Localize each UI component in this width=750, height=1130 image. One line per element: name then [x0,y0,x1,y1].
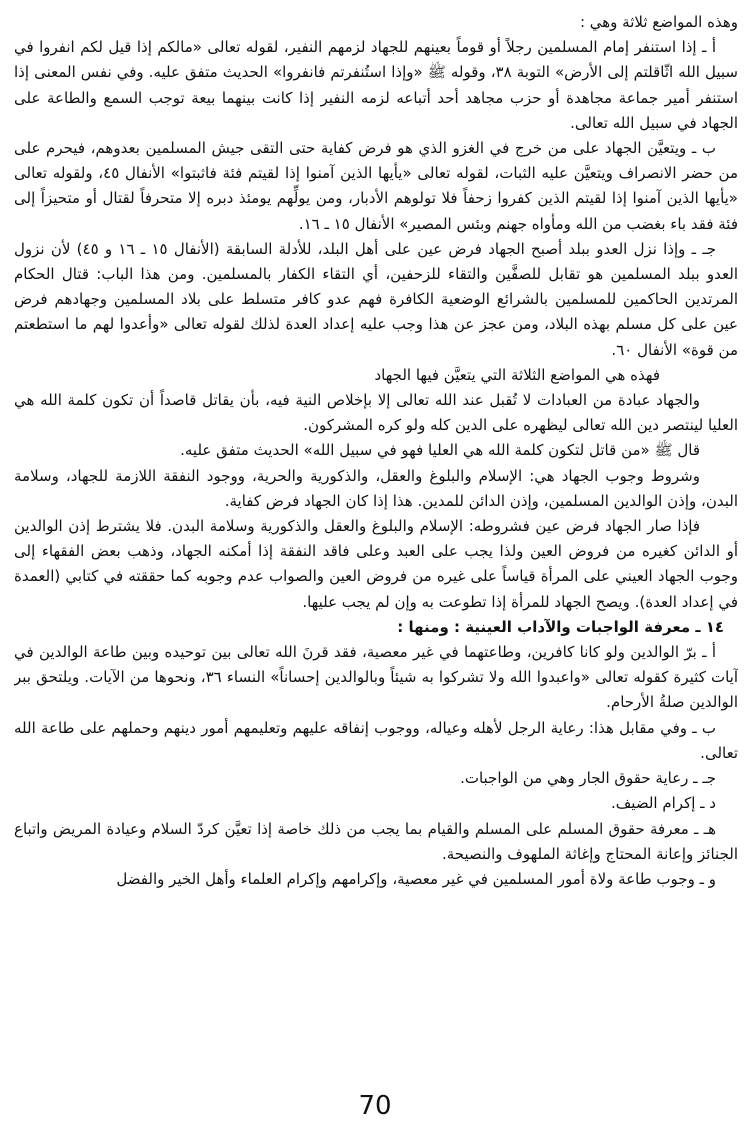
fard-ayn-paragraph: فإذا صار الجهاد فرض عين فشروطه: الإسلام والبلوغ والعقل والذكورية وسلامة البدن. فلا يشترط إذن الوالدين أو الدائن كغيره من فروض العين ولذا يجب على العبد وعلى فاقد النفقة إذا أمكنه الجهاد، وذهب بعض الفقهاء إلى وجوب الجهاد العيني على المرأة قياساً على غيره من فروض العين والصواب عدم وجوبه كما حققته في كتابي (العمدة في إعداد العدة). ويصح الجهاد للمرأة إذا تطوعت به وإن لم يجب عليها. [14,517,738,611]
list-item-obedience: و ـ وجوب طاعة ولاة أمور المسلمين في غير معصية، وإكرامهم وإكرام العلماء وأهل الخير والفضل [116,869,716,888]
list-item-neighbor: جـ ـ رعاية حقوق الجار وهي من الواجبات. [460,769,716,788]
page-number: 70 [358,1091,392,1121]
list-item-family: ب ـ وفي مقابل هذا: رعاية الرجل لأهله وعياله، ووجوب إنفاقه عليهم وتعليمهم أمور دينهم وحملهم على طاعة الله تعالى. [14,718,738,762]
intention-paragraph: والجهاد عبادة من العبادات لا تُقبل عند الله تعالى إلا بإخلاص النية فيه، بأن يقاتل قاصداً أن تكون كلمة الله هي العليا لينتصر دين الله تعالى ليظهره على الدين كله ولو كره المشركون. [14,391,738,435]
summary-line: فهذه هي المواضع الثلاثة التي يتعيَّن فيها الجهاد [374,365,660,384]
list-item-parents: أ ـ برّ الوالدين ولو كانا كافرين، وطاعتهما في غير معصية، فقد قرنَ الله تعالى بين توحيده وبين طاعة الوالدين في آيات كثيرة كقوله تعالى «واعبدوا الله ولا تشركوا به شيئاً وبالوالدين إحساناً» النساء ٣٦، ونحوها من الآيات. ويلتحق ببر الوالدين صلةُ الأرحام. [14,643,738,712]
item-jeem-paragraph: جـ ـ وإذا نزل العدو ببلد أصبح الجهاد فرض عين على أهل البلد، للأدلة السابقة (الأنفال ١٥ ـ ١٦ و ٤٥) لأن نزول العدو ببلد المسلمين هو تقابل للصفَّين والتقاء للزحفين، أي التقاء الكفار بالمسلمين. ومن هذا الباب: قتال الحكام المرتدين الحاكمين للمسلمين بالشرائع الوضعية الكافرة فهم عدو كافر متسلط على بلاد المسلمين وجهادهم فرض عين على كل مسلم بهذه البلاد، ومن عجز عن هذا وجب عليه إعداد العدة لذلك لقوله تعالى «وأعدوا لهم ما استطعتم من قوة» الأنفال ٦٠. [14,239,738,359]
hadith-paragraph: قال ﷺ «من قاتل لتكون كلمة الله هي العليا فهو في سبيل الله» الحديث متفق عليه. [180,441,700,460]
section-heading: ١٤ ـ معرفة الواجبات والآداب العينية : ومنها : [397,617,724,636]
list-item-guest: د ـ إكرام الضيف. [611,794,716,813]
page-body [14,10,738,1050]
conditions-paragraph: وشروط وجوب الجهاد هي: الإسلام والبلوغ والعقل، والذكورية والحرية، ووجود النفقة اللازمة للجهاد، وسلامة البدن، وإذن الوالدين المسلمين، وإذن الدائن للمدين. هذا إذا كان الجهاد فرض كفاية. [14,466,738,510]
list-item-muslim-rights: هـ ـ معرفة حقوق المسلم على المسلم والقيام بما يجب من ذلك خاصة إذا تعيَّن كردّ السلام وعيادة المريض واتباع الجنائز وإعانة المحتاج وإغاثة الملهوف والنصيحة. [14,819,738,863]
intro-line: وهذه المواضع ثلاثة وهي : [579,13,738,31]
item-alif-paragraph: أ ـ إذا استنفر إمام المسلمين رجلاً أو قوماً بعينهم للجهاد لزمهم النفير، لقوله تعالى «مالكم إذا قيل لكم انفروا في سبيل الله اثّاقلتم إلى الأرض» التوبة ٣٨، وقوله ﷺ «وإذا استُنفرتم فانفروا» الحديث متفق عليه. وفي نفس المعنى إذا استنفر أمير جماعة مجاهدة أو حزب مجاهد أحد أتباعه لزمه النفير إذا كانت بينهما بيعة توجب السمع والطاعة على الجهاد في سبيل الله تعالى. [14,38,738,132]
item-ba-paragraph: ب ـ ويتعيَّن الجهاد على من خرج في الغزو الذي هو فرض كفاية حتى التقى جيش المسلمين بعدوهم، فيحرم على من حضر الانصراف ويتعيَّن عليه الثبات، لقوله تعالى «يأيها الذين آمنوا إذا لقيتم فئة فاثبتوا» الأنفال ٤٥، ولقوله تعالى «يأيها الذين آمنوا إذا لقيتم الذين كفروا زحفاً فلا تولوهم الأدبار، ومن يولِّهم يومئذ دبره إلا متحرفاً لقتال أو متحيزاً إلى فئة فقد باء بغضب من الله ومأواه جهنم وبئس المصير» الأنفال ١٥ ـ ١٦. [14,139,738,233]
